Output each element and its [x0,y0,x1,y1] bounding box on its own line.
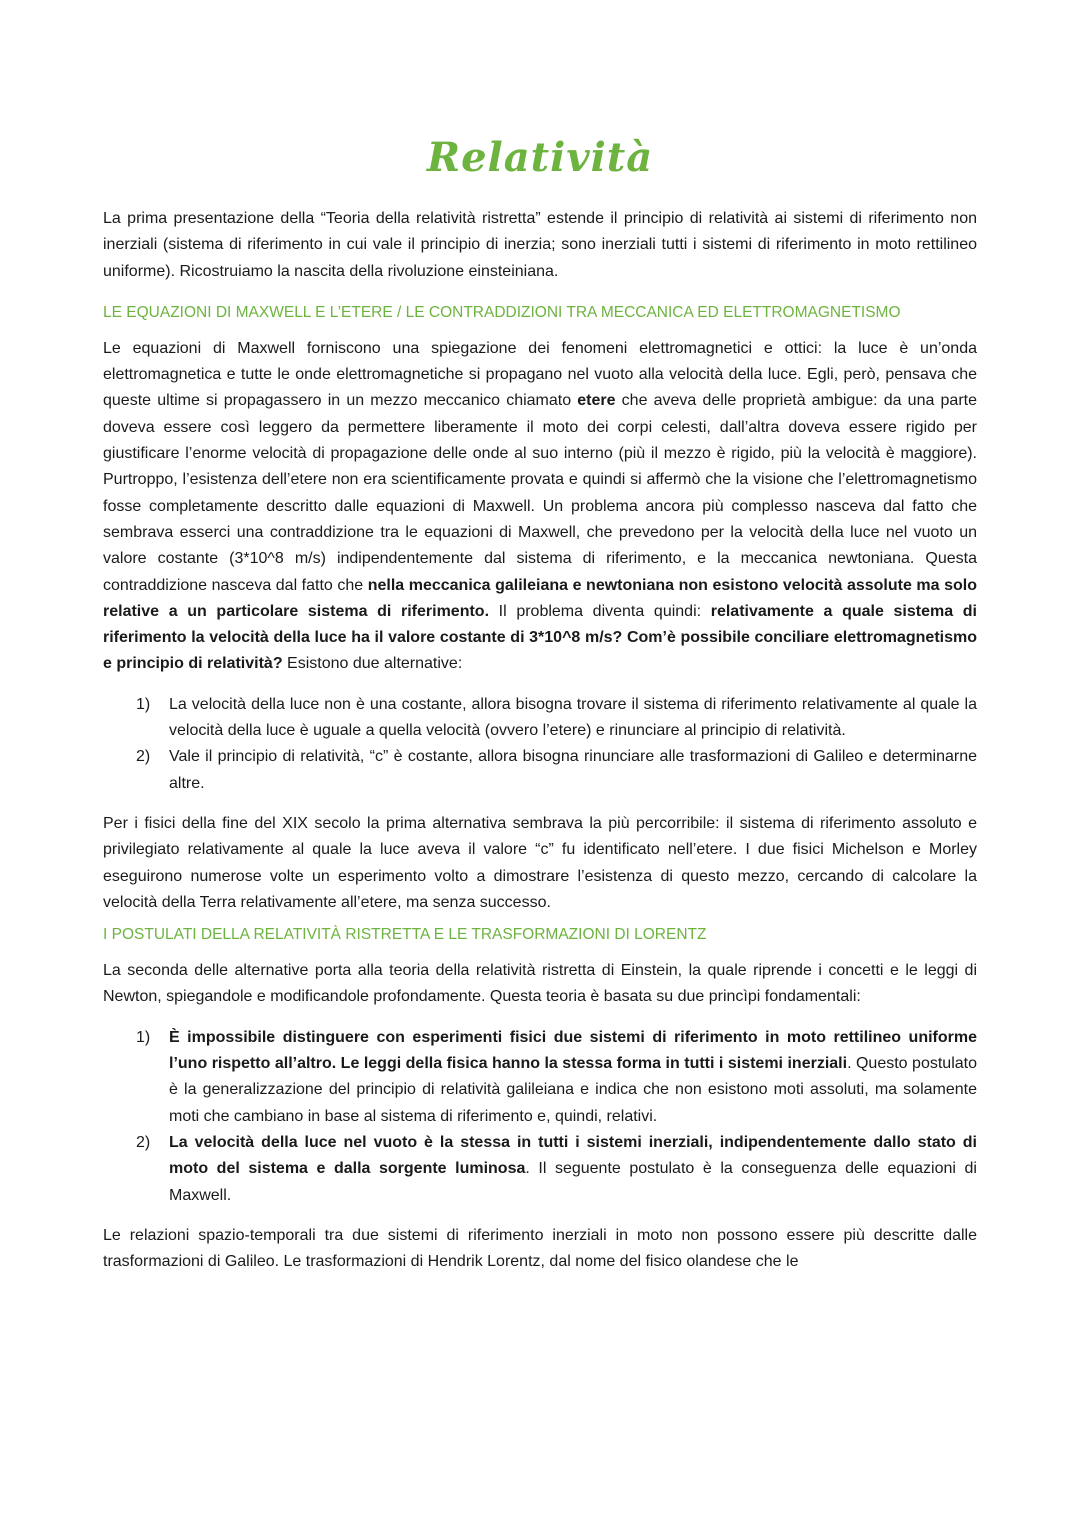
list-number: 2) [136,1133,151,1151]
list-number: 1) [136,695,151,713]
list-item [103,692,977,745]
list-item-text: Vale il principio di relatività, “c” è costante, allora bisogna rinunciare alle trasformazioni di Galileo e determinarne altre. [169,748,977,792]
postulates-intro-paragraph: La seconda delle alternative porta alla teoria della relatività ristretta di Einstein, la quale riprende i concetti e le leggi di Newton, spiegandole e modificandole profondamente. Questa teoria è basata su due princìpi fondamentali: [103,962,977,1006]
spacer [103,678,977,692]
text-span: Esistono due alternative: [282,655,463,673]
section-heading-postulates: I POSTULATI DELLA RELATIVITÀ RISTRETTA E LE TRASFORMAZIONI DI LORENTZ [103,926,707,944]
lorentz-paragraph: Le relazioni spazio-temporali tra due sistemi di riferimento inerziali in moto non possono essere più descritte dalle trasformazioni di Galileo. Le trasformazioni di Hendrik Lorentz, dal nome del fisico olandese che le [103,1226,977,1271]
alternatives-list [103,692,977,797]
page-title: Relatività [426,134,654,181]
postulates-list [103,1025,977,1209]
text-span: Il problema diventa quindi: [489,602,711,620]
list-item-text: . Il seguente postulato è la conseguenza delle equazioni di Maxwell. [169,1160,977,1204]
list-number: 1) [136,1028,151,1046]
bold-text: È impossibile distinguere con esperimenti fisici due sistemi di riferimento in moto rettilineo uniforme l’uno rispetto all’altro. Le leggi della fisica hanno la stessa forma in tutti i sistemi inerziali [169,1028,977,1073]
spacer [103,1011,977,1025]
document-page [103,128,977,1275]
list-item-text: . Questo postulato è la generalizzazione del principio di relatività galileiana e indica che non esistono moti assoluti, ma solamente moti che cambiano in base al sistema di riferimento e, quindi, relativi. [169,1055,977,1125]
text-span: che aveva delle proprietà ambigue: da una parte doveva essere così leggero da permettere liberamente il moto dei corpi celesti, dall’altra doveva essere rigido per giustificare l’enorme velocità di propagazione delle onde al suo interno (più il mezzo è rigido, più la velocità è maggiore). Purtroppo, l’esistenza dell’etere non era scientificamente provata e quindi si affermò che la visione che l’elettromagnetismo fosse completamente descritto dalle equazioni di Maxwell. Un problema ancora più complesso nasceva dal fatto che sembrava esserci una contraddizione tra le equazioni di Maxwell, che prevedono per la velocità della luce nel vuoto un valore costante (3*10^8 m/s) indipendentemente dal sistema di riferimento, e la meccanica newtoniana. Questa contraddizione nasceva dal fatto che [103,392,977,594]
list-item [103,1025,977,1130]
bold-text: nella meccanica galileiana e newtoniana non esistono velocità assolute ma solo relative a un particolare sistema di riferimento. [103,576,978,620]
list-item [103,1130,977,1209]
intro-paragraph: La prima presentazione della “Teoria della relatività ristretta” estende il principio di relatività ai sistemi di riferimento non inerziali (sistema di riferimento in cui vale il principio di inerzia; sono inerziali tutti i sistemi di riferimento in moto rettilineo uniforme). Ricostruiamo la nascita della rivoluzione einsteiniana. [103,210,977,280]
bold-text: La velocità della luce nel vuoto è la stessa in tutti i sistemi inerziali, indipendentemente dallo stato di moto del sistema e dalla sorgente luminosa [169,1133,977,1178]
spacer [103,1209,977,1223]
list-item-text: La velocità della luce non è una costante, allora bisogna trovare il sistema di riferimento relativamente al quale la velocità della luce è uguale a quella velocità (ovvero l’etere) e rinunciare al principio di relatività. [169,695,977,740]
text-span: Le equazioni di Maxwell forniscono una spiegazione dei fenomeni elettromagnetici e ottici: la luce è un’onda elettromagnetica e tutte le onde elettromagnetiche si propagano nel vuoto alla velocità della luce. Egli, però, pensava che queste ultime si propagassero in un mezzo meccanico chiamato [103,339,977,410]
list-number: 2) [136,748,151,766]
bold-text: relativamente a quale sistema di riferimento la velocità della luce ha il valore costante di 3*10^8 m/s? Com’è possibile conciliare elettromagnetismo e principio di relatività? [103,602,978,673]
bold-text: etere [577,392,616,410]
list-item [103,744,977,797]
spacer [103,797,977,811]
section-heading-maxwell: LE EQUAZIONI DI MAXWELL E L’ETERE / LE CONTRADDIZIONI TRA MECCANICA ED ELETTROMAGNETISMO [103,303,901,321]
maxwell-paragraph [103,336,977,678]
michelson-paragraph: Per i fisici della fine del XIX secolo la prima alternativa sembrava la più percorribile: il sistema di riferimento assoluto e privilegiato relativamente al quale la luce aveva il valore “c” fu identificato nell’etere. I due fisici Michelson e Morley eseguirono numerose volte un esperimento volto a dimostrare l’esistenza di questo mezzo, cercando di calcolare la velocità della Terra relativamente all’etere, ma senza successo. [103,814,977,911]
